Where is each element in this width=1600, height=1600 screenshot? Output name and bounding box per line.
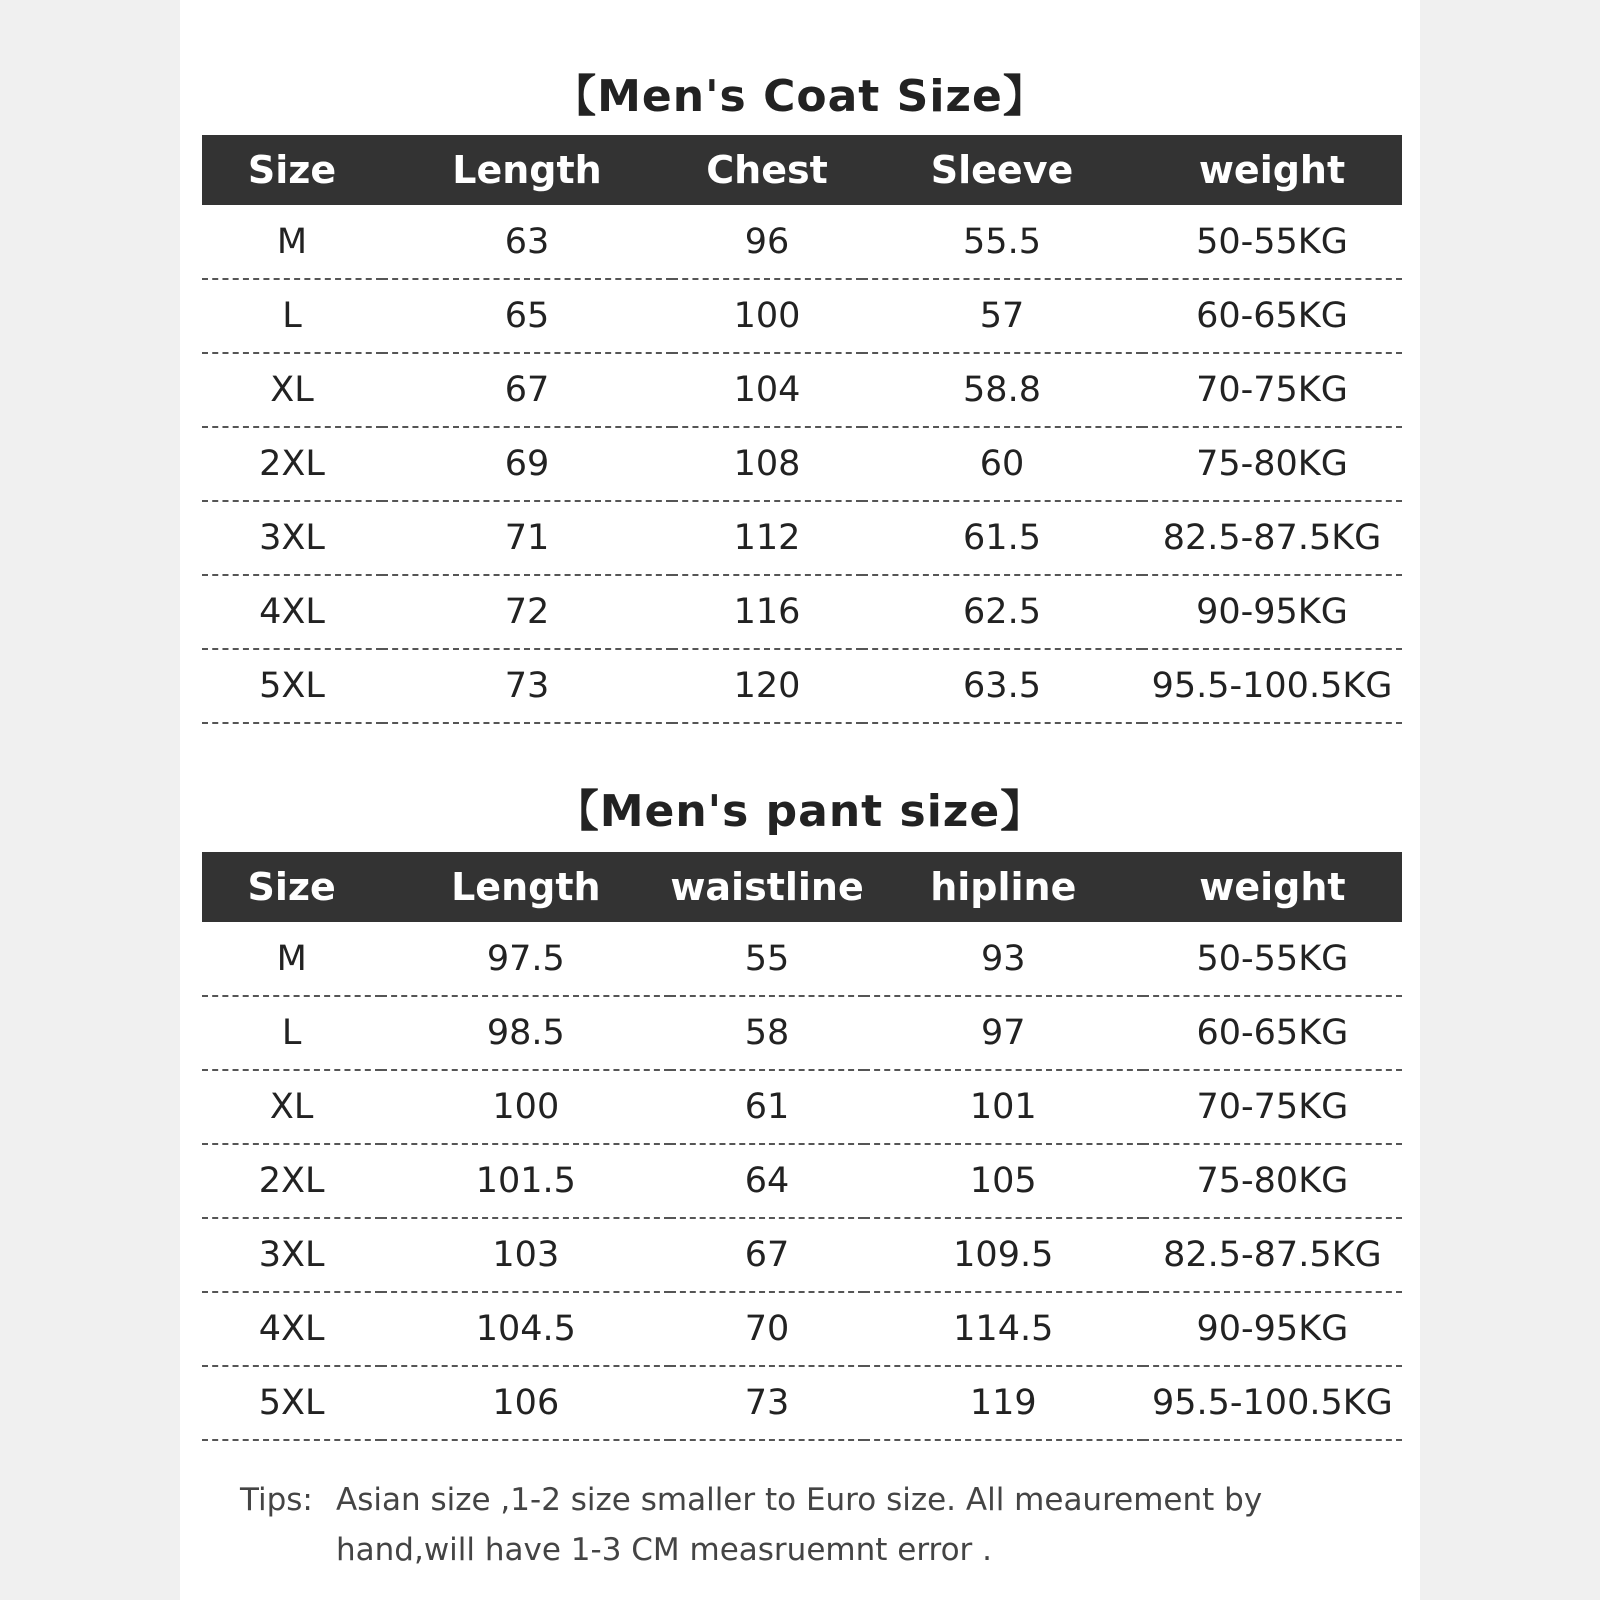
table-row [202, 501, 1402, 575]
pant-size-table [202, 852, 1402, 1441]
coat-header-chest: Chest [672, 135, 862, 205]
pant-cell-length: 97.5 [381, 922, 670, 996]
pant-cell-size: L [202, 996, 381, 1070]
coat-cell-sleeve: 57 [862, 279, 1142, 353]
coat-cell-length: 71 [382, 501, 672, 575]
coat-cell-size: 5XL [202, 649, 382, 723]
pant-size-title: 【Men's pant size】 [554, 786, 1046, 837]
table-row [202, 1366, 1402, 1440]
tips-label: Tips: [240, 1482, 313, 1518]
pant-header-size: Size [202, 852, 381, 922]
tips-text: Asian size ,1-2 size smaller to Euro size. All meaurement by hand,will have 1-3 CM measruemnt error . [336, 1482, 1263, 1568]
pant-cell-length: 100 [381, 1070, 670, 1144]
pant-cell-hipline: 93 [864, 922, 1143, 996]
pant-cell-weight: 50-55KG [1143, 922, 1402, 996]
table-row [202, 996, 1402, 1070]
pant-cell-waistline: 64 [670, 1144, 863, 1218]
coat-cell-sleeve: 62.5 [862, 575, 1142, 649]
pant-header-waistline: waistline [670, 852, 863, 922]
coat-cell-size: 2XL [202, 427, 382, 501]
coat-cell-weight: 50-55KG [1142, 205, 1402, 279]
pant-header-row [202, 852, 1402, 922]
pant-cell-size: 5XL [202, 1366, 381, 1440]
coat-cell-weight: 90-95KG [1142, 575, 1402, 649]
pant-cell-size: M [202, 922, 381, 996]
pant-cell-length: 104.5 [381, 1292, 670, 1366]
coat-cell-weight: 75-80KG [1142, 427, 1402, 501]
pant-cell-waistline: 67 [670, 1218, 863, 1292]
coat-cell-chest: 104 [672, 353, 862, 427]
pant-cell-weight: 95.5-100.5KG [1143, 1366, 1402, 1440]
coat-header-row [202, 135, 1402, 205]
pant-cell-hipline: 101 [864, 1070, 1143, 1144]
pant-cell-weight: 90-95KG [1143, 1292, 1402, 1366]
coat-cell-sleeve: 60 [862, 427, 1142, 501]
coat-cell-length: 63 [382, 205, 672, 279]
table-row [202, 1070, 1402, 1144]
coat-cell-size: XL [202, 353, 382, 427]
coat-cell-weight: 70-75KG [1142, 353, 1402, 427]
pant-cell-waistline: 61 [670, 1070, 863, 1144]
coat-header-sleeve: Sleeve [862, 135, 1142, 205]
pant-cell-length: 106 [381, 1366, 670, 1440]
coat-cell-length: 67 [382, 353, 672, 427]
coat-cell-weight: 95.5-100.5KG [1142, 649, 1402, 723]
coat-cell-chest: 108 [672, 427, 862, 501]
pant-cell-size: 3XL [202, 1218, 381, 1292]
pant-cell-hipline: 105 [864, 1144, 1143, 1218]
coat-cell-length: 73 [382, 649, 672, 723]
coat-size-title: 【Men's Coat Size】 [552, 71, 1048, 122]
coat-cell-chest: 120 [672, 649, 862, 723]
pant-cell-weight: 70-75KG [1143, 1070, 1402, 1144]
pant-cell-length: 101.5 [381, 1144, 670, 1218]
pant-cell-waistline: 55 [670, 922, 863, 996]
coat-cell-chest: 96 [672, 205, 862, 279]
pant-cell-waistline: 70 [670, 1292, 863, 1366]
pant-cell-length: 98.5 [381, 996, 670, 1070]
table-row [202, 353, 1402, 427]
table-row [202, 1292, 1402, 1366]
pant-header-hipline: hipline [864, 852, 1143, 922]
pant-cell-weight: 75-80KG [1143, 1144, 1402, 1218]
pant-cell-weight: 82.5-87.5KG [1143, 1218, 1402, 1292]
table-row [202, 279, 1402, 353]
pant-cell-size: 4XL [202, 1292, 381, 1366]
coat-cell-weight: 82.5-87.5KG [1142, 501, 1402, 575]
pant-header-length: Length [381, 852, 670, 922]
coat-cell-length: 65 [382, 279, 672, 353]
coat-header-weight: weight [1142, 135, 1402, 205]
pant-cell-length: 103 [381, 1218, 670, 1292]
pant-header-weight: weight [1143, 852, 1402, 922]
coat-cell-size: L [202, 279, 382, 353]
coat-cell-length: 72 [382, 575, 672, 649]
table-row [202, 575, 1402, 649]
coat-header-size: Size [202, 135, 382, 205]
coat-cell-chest: 116 [672, 575, 862, 649]
coat-cell-size: 3XL [202, 501, 382, 575]
pant-cell-waistline: 73 [670, 1366, 863, 1440]
pant-cell-waistline: 58 [670, 996, 863, 1070]
coat-cell-weight: 60-65KG [1142, 279, 1402, 353]
coat-cell-sleeve: 58.8 [862, 353, 1142, 427]
coat-cell-size: M [202, 205, 382, 279]
table-row [202, 205, 1402, 279]
pant-cell-size: XL [202, 1070, 381, 1144]
coat-cell-sleeve: 63.5 [862, 649, 1142, 723]
coat-size-table [202, 135, 1402, 724]
table-row [202, 922, 1402, 996]
pant-cell-hipline: 97 [864, 996, 1143, 1070]
table-row [202, 1218, 1402, 1292]
coat-cell-length: 69 [382, 427, 672, 501]
pant-cell-hipline: 119 [864, 1366, 1143, 1440]
coat-cell-sleeve: 55.5 [862, 205, 1142, 279]
table-row [202, 1144, 1402, 1218]
pant-cell-hipline: 109.5 [864, 1218, 1143, 1292]
pant-cell-size: 2XL [202, 1144, 381, 1218]
coat-header-length: Length [382, 135, 672, 205]
coat-cell-sleeve: 61.5 [862, 501, 1142, 575]
pant-cell-hipline: 114.5 [864, 1292, 1143, 1366]
pant-cell-weight: 60-65KG [1143, 996, 1402, 1070]
table-row [202, 649, 1402, 723]
size-chart-page [180, 0, 1420, 1600]
coat-cell-chest: 112 [672, 501, 862, 575]
coat-cell-chest: 100 [672, 279, 862, 353]
coat-cell-size: 4XL [202, 575, 382, 649]
table-row [202, 427, 1402, 501]
